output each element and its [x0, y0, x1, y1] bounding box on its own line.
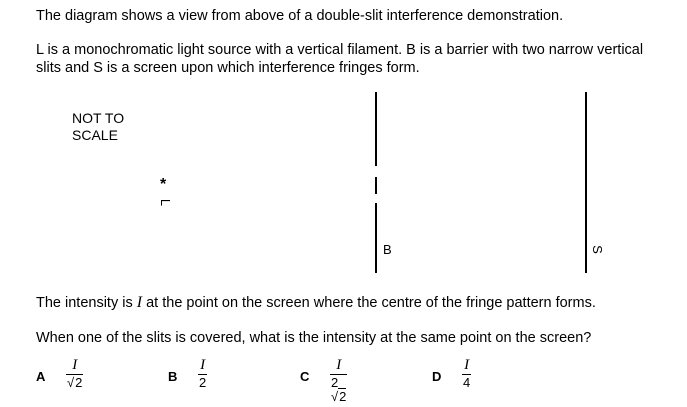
- option-b-fraction: [198, 358, 207, 390]
- radical-icon: √: [67, 375, 75, 390]
- intro-line-2b: slits and S is a screen upon which interference fringes form.: [36, 60, 420, 76]
- barrier-upper-segment: [375, 92, 377, 166]
- question-stem-2: When one of the slits is covered, what is the intensity at the same point on the screen?: [36, 330, 592, 346]
- intro-line-2a: L is a monochromatic light source with a vertical filament. B is a barrier with two narrow vertical: [36, 42, 644, 58]
- option-d-letter: D: [432, 369, 442, 384]
- option-b-denominator: 2: [199, 375, 207, 390]
- barrier-lower-segment: [375, 203, 377, 273]
- note-line-1: NOT TO: [72, 110, 125, 126]
- option-c-coef: 2: [331, 375, 339, 390]
- option-b-numerator: I: [200, 357, 206, 373]
- option-a-radicand: 2: [75, 375, 83, 390]
- option-c-numerator: I: [336, 357, 342, 373]
- note-line-2: SCALE: [72, 127, 118, 143]
- option-b-letter: B: [168, 369, 178, 384]
- barrier-label: B: [383, 242, 392, 257]
- screen-label: S: [589, 245, 605, 254]
- light-source-label: L: [158, 198, 174, 207]
- stem1-pre: The intensity is: [36, 295, 137, 311]
- option-a-fraction: [66, 358, 83, 390]
- option-c-letter: C: [300, 369, 310, 384]
- intensity-variable: I: [136, 294, 143, 311]
- option-c-radicand: 2: [339, 389, 347, 404]
- option-d-denominator: 4: [463, 375, 471, 390]
- barrier-middle-segment: [375, 177, 377, 194]
- light-source-symbol: *: [160, 176, 167, 193]
- option-a-denominator: [66, 376, 83, 390]
- not-to-scale-note: [72, 110, 124, 144]
- intro-paragraph: [36, 41, 643, 77]
- option-a-numerator: I: [72, 357, 78, 373]
- radical-icon: √: [331, 389, 339, 404]
- option-d-numerator: I: [464, 357, 470, 373]
- intro-line-1: The diagram shows a view from above of a double-slit interference demonstration.: [36, 8, 564, 24]
- question-stem-1: [36, 294, 596, 312]
- screen-line: [585, 92, 587, 273]
- stem1-post: at the point on the screen where the centre of the fringe pattern forms.: [142, 295, 596, 311]
- option-c-fraction: [330, 358, 347, 404]
- option-d-fraction: [462, 358, 471, 390]
- option-c-denominator: [330, 376, 347, 404]
- option-a-letter: A: [36, 369, 46, 384]
